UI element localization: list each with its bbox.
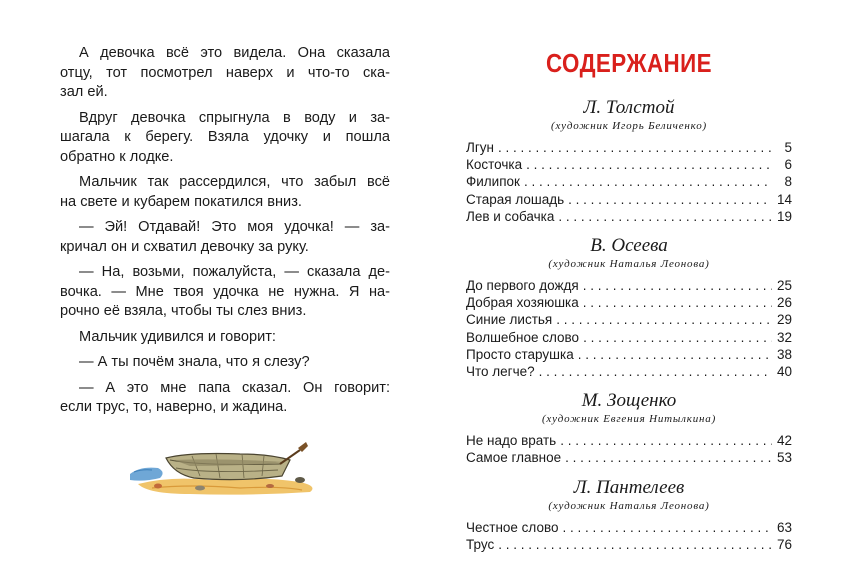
toc-entry-page-number: 6 — [784, 157, 792, 173]
toc-dot-leader — [568, 191, 772, 208]
toc-illustrator: (художник Наталья Леонова) — [548, 258, 710, 271]
toc-entry — [466, 519, 792, 536]
story-line: если трус, то, наверно, и жадина. — [60, 399, 288, 415]
toc-entry-title: Что легче? — [466, 364, 535, 380]
toc-dot-leader — [526, 156, 772, 173]
toc-dot-leader — [498, 139, 772, 156]
toc-illustrator: (художник Евгения Нитылкина) — [541, 413, 717, 426]
toc-dot-leader — [558, 208, 772, 225]
toc-heading: СОДЕРЖАНИЕ — [546, 48, 712, 78]
story-line: рочно её взяла, чтобы ты слез вниз. — [60, 303, 307, 319]
toc-entry — [466, 191, 792, 208]
toc-entry-title: Самое главное — [466, 450, 562, 466]
story-line: Мальчик так рассердился, что забыл всё — [79, 174, 390, 190]
toc-entry — [466, 277, 792, 294]
toc-entry — [466, 311, 792, 328]
toc-entry-page-number: 63 — [776, 519, 792, 535]
toc-entry — [466, 329, 792, 346]
toc-entry-page-number: 19 — [776, 208, 792, 224]
story-paragraph — [60, 44, 390, 103]
toc-entry-page-number: 38 — [776, 346, 792, 362]
toc-entry — [466, 294, 792, 311]
toc-dot-leader — [556, 311, 772, 328]
toc-entry-title: Лев и собачка — [466, 208, 555, 224]
toc-entry — [466, 449, 792, 466]
story-paragraph — [60, 218, 390, 257]
toc-entry-page-number: 26 — [776, 295, 792, 311]
story-line: Мальчик удивился и говорит: — [79, 328, 276, 345]
story-paragraph — [60, 353, 390, 373]
toc-author: В. Осеева — [590, 235, 668, 257]
toc-entry-list — [466, 139, 792, 225]
toc-entry-title: Филипок — [466, 174, 520, 190]
toc-dot-leader — [578, 346, 772, 363]
story-line: зал ей. — [60, 84, 108, 100]
toc-entry-page-number: 29 — [776, 312, 792, 328]
story-line: — На, возьми, пожалуйста, — сказала де- — [79, 264, 390, 280]
toc-entry-page-number: 42 — [776, 433, 792, 449]
toc-dot-leader — [565, 449, 772, 466]
toc-dot-leader — [560, 432, 772, 449]
toc-entry-title: Старая лошадь — [466, 191, 565, 207]
boat-on-sand-icon — [130, 436, 322, 496]
story-line: — А это мне папа сказал. Он говорит: — [79, 379, 390, 396]
toc-entry — [466, 536, 792, 553]
toc-entry-list — [466, 432, 792, 466]
toc-entry-title: Синие листья — [466, 312, 553, 328]
toc-dot-leader — [539, 363, 772, 380]
toc-entry-list — [466, 519, 792, 553]
toc-entry-page-number: 8 — [784, 174, 792, 190]
toc-dot-leader — [583, 329, 772, 346]
toc-entry-title: До первого дождя — [466, 278, 579, 294]
toc-entry — [466, 432, 792, 449]
toc-entry-title: Трус — [466, 536, 495, 552]
story-line: — А ты почём знала, что я слезу? — [79, 354, 310, 370]
table-of-contents — [466, 44, 792, 563]
story-paragraph — [60, 263, 390, 322]
story-paragraph — [60, 328, 390, 348]
toc-entry-title: Не надо врать — [466, 433, 557, 449]
toc-dot-leader — [583, 294, 772, 311]
story-paragraph — [60, 109, 390, 168]
toc-entry-list — [466, 277, 792, 380]
story-paragraph — [60, 379, 390, 418]
story-line: Вдруг девочка спрыгнула в воду и за- — [79, 109, 390, 126]
toc-illustrator: (художник Игорь Беличенко) — [551, 120, 707, 132]
toc-entry-title: Косточка — [466, 157, 523, 173]
toc-entry-title: Просто старушка — [466, 346, 574, 362]
toc-illustrator: (художник Наталья Леонова) — [548, 499, 710, 512]
left-page-story-text — [60, 44, 390, 424]
toc-entry — [466, 173, 792, 190]
toc-entry — [466, 346, 792, 363]
toc-entry-title: Добрая хозяюшка — [466, 295, 579, 311]
toc-entry — [466, 208, 792, 225]
toc-author: Л. Пантелеев — [573, 476, 685, 498]
story-line: шагала к берегу. Взяла удочку и пошла — [60, 129, 390, 145]
toc-entry — [466, 363, 792, 380]
toc-entry-page-number: 14 — [776, 191, 792, 207]
toc-entry-page-number: 32 — [776, 329, 792, 345]
toc-dot-leader — [562, 519, 772, 536]
toc-entry-title: Честное слово — [466, 519, 559, 535]
toc-entry-page-number: 53 — [776, 450, 792, 466]
toc-author: М. Зощенко — [581, 390, 677, 412]
story-line: А девочка всё это видела. Она сказала — [79, 45, 390, 61]
toc-entry-title: Волшебное слово — [466, 329, 580, 345]
story-line: кричал он и схватил девочку за руку. — [60, 238, 309, 255]
toc-dot-leader — [524, 173, 772, 190]
toc-entry-page-number: 40 — [776, 364, 792, 380]
story-line: — Эй! Отдавай! Это моя удочка! — за- — [79, 219, 390, 235]
toc-entry — [466, 156, 792, 173]
toc-entry-page-number: 25 — [776, 278, 792, 294]
story-line: на свете и кубарем покатился вниз. — [60, 193, 302, 210]
toc-entry-title: Лгун — [466, 140, 494, 155]
story-line: вочка. — Мне твоя удочка не нужна. Я на- — [60, 283, 390, 300]
toc-sections — [466, 97, 792, 553]
story-line: отцу, тот посмотрел наверх и что-то ска- — [60, 64, 390, 81]
story-line: обратно к лодке. — [60, 148, 174, 165]
toc-author: Л. Толстой — [583, 97, 675, 118]
toc-dot-leader — [498, 536, 772, 553]
toc-dot-leader — [583, 277, 772, 294]
toc-entry-page-number: 5 — [784, 140, 792, 155]
toc-entry-page-number: 76 — [776, 536, 792, 552]
toc-entry — [466, 139, 792, 156]
story-paragraph — [60, 173, 390, 212]
